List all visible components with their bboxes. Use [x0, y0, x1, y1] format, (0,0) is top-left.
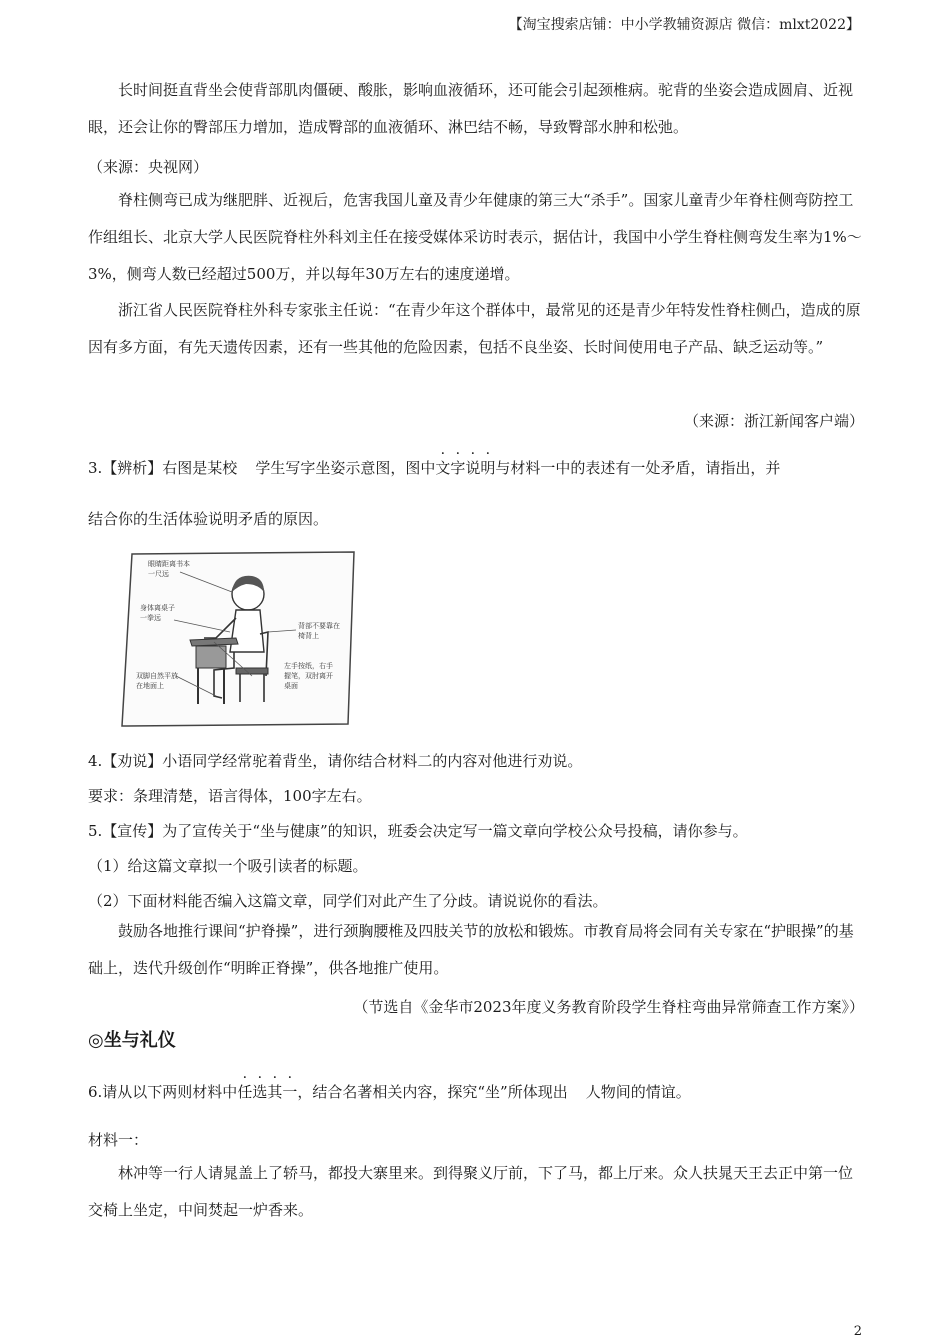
paragraph-1: 长时间挺直背坐会使背部肌肉僵硬、酸胀，影响血液循环，还可能会引起颈椎病。驼背的坐姿会造成圆肩、近视眼，还会让你的臀部压力增加，造成臀部的血液循环、淋巴结不畅，导致臀部水肿和松弛。 — [88, 81, 854, 136]
q3-part-b: 学生写字坐姿示意图，图中 — [255, 459, 436, 477]
desk-drawer — [196, 646, 226, 668]
question-6 — [88, 1081, 864, 1102]
para5-part-b: 正中第一位交椅上 — [88, 1164, 854, 1219]
question-5-sub-2: （2）下面材料能否编入这篇文章，同学们对此产生了分歧。请说说你的看法。 — [88, 892, 608, 910]
q6-dotted-char: 其 — [267, 1083, 283, 1101]
q6-dotted-char: 一 — [282, 1083, 298, 1101]
section-title: ◎坐与礼仪 — [88, 1030, 176, 1051]
figure-label: 身体离桌子 — [140, 604, 175, 612]
material-1-label: 材料一： — [88, 1131, 149, 1149]
figure-label: 椅背上 — [298, 632, 319, 640]
q6-dotted-char: 任 — [237, 1083, 253, 1101]
source-2: （来源：浙江新闻客户端） — [683, 412, 864, 430]
figure-label: 一拳远 — [140, 614, 161, 622]
q3-part-c: 与材料一中的表述有一处矛盾，请指出，并 — [495, 459, 781, 477]
q3-dotted-char: 文 — [435, 459, 451, 477]
q3-dotted-char: 明 — [480, 459, 496, 477]
q3-dotted-char: 字 — [450, 459, 466, 477]
source-3: （节选自《金华市2023年度义务教育阶段学生脊柱弯曲异常筛查工作方案》） — [353, 998, 864, 1016]
question-5: 5.【宣传】为了宣传关于“坐与健康”的知识，班委会决定写一篇文章向学校公众号投稿，请你参与。 — [88, 822, 748, 840]
source-1: （来源：央视网） — [88, 158, 209, 176]
figure-label: 眼睛距离书本 — [148, 560, 190, 568]
student-body — [230, 610, 264, 652]
para5-part-c: 定，中间焚起一炉香来。 — [148, 1201, 314, 1219]
question-4: 4.【劝说】小语同学经常驼着背坐，请你结合材料二的内容对他进行劝说。 — [88, 752, 583, 770]
figure-label: 一尺远 — [148, 570, 169, 578]
q6-part-b: ，结合名著相关内容，探究“坐”所体现出 — [297, 1083, 568, 1101]
q6-part-a: 6.请从以下两则材料中 — [88, 1083, 238, 1101]
question-5-sub-1: （1）给这篇文章拟一个吸引读者的标题。 — [88, 857, 368, 875]
page-header: 【淘宝搜索店铺：中小学教辅资源店 微信：mlxt2022】 — [508, 17, 860, 33]
figure-label: 握笔，双肘离开 — [284, 672, 333, 680]
paragraph-5 — [88, 1155, 864, 1229]
q3-part-a: 3.【辨析】右图是某校 — [88, 459, 238, 477]
sitting-posture-figure — [118, 548, 358, 730]
q6-part-c: 人物间的情谊。 — [585, 1083, 691, 1101]
paragraph-3: 浙江省人民医院脊柱外科专家张主任说：“在青少年这个群体中，最常见的还是青少年特发性脊柱侧凸，造成的原因有多方面，有先天遗传因素，还有一些其他的危险因素，包括不良坐姿、长时间使用电子产品、缺乏运动等。” — [88, 301, 861, 356]
question-3-line-2: 结合你的生活体验说明矛盾的原因。 — [88, 510, 329, 528]
chair-seat — [236, 668, 268, 674]
para5-part-a: 林冲等一行人请晁盖上了轿马，都投大寨里来。到得聚义厅前，下了马，都上厅来。众人扶晁天王去 — [118, 1164, 779, 1182]
q6-dotted-char: 选 — [252, 1083, 268, 1101]
question-3 — [88, 457, 864, 478]
paragraph-2: 脊柱侧弯已成为继肥胖、近视后，危害我国儿童及青少年健康的第三大“杀手”。国家儿童青少年脊柱侧弯防控工作组组长、北京大学人民医院脊柱外科刘主任在接受媒体采访时表示，据估计，我国中小学生脊柱侧弯发生率为1%～3%，侧弯人数已经超过500万，并以每年30万左右的速度递增。 — [88, 191, 862, 283]
page-number: 2 — [853, 1324, 862, 1339]
para5-dotted-char: 坐 · — [133, 1201, 148, 1219]
paragraph-4: 鼓励各地推行课间“护脊操”，进行颈胸腰椎及四肢关节的放松和锻炼。市教育局将会同有关专家在“护眼操”的基础上，迭代升级创作“明眸正脊操”，供各地推广使用。 — [88, 922, 854, 977]
figure-label: 桌面 — [284, 682, 298, 690]
figure-label: 左手按纸，右手 — [284, 662, 333, 670]
figure-label: 双脚自然平放 — [136, 672, 178, 680]
figure-label: 背部不要靠在 — [298, 622, 340, 630]
figure-label: 在地面上 — [136, 682, 164, 690]
question-4-requirement: 要求：条理清楚，语言得体，100字左右。 — [88, 787, 372, 805]
q3-dotted-char: 说 — [465, 459, 481, 477]
